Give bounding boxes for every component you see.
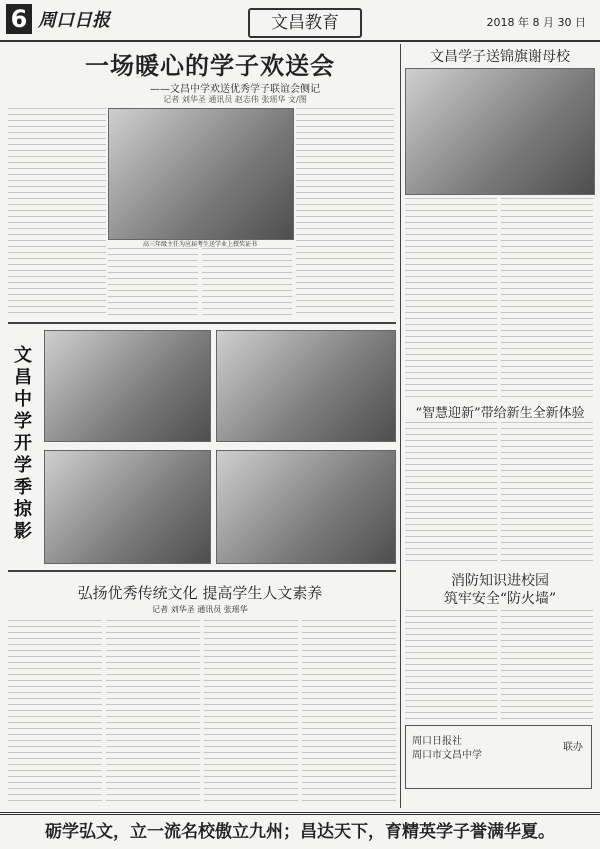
lead-photo-caption: 高三年级主任为应届考生送学业上授奖证书 [142, 241, 257, 248]
issue-date: 2018 年 8 月 30 日 [486, 16, 586, 29]
culture-headline: 弘扬优秀传统文化 提高学生人文素养 [77, 584, 323, 602]
lead-photo [108, 108, 294, 240]
feature-photo [44, 450, 211, 564]
text-column [204, 620, 298, 806]
section-title: 文昌教育 [248, 8, 362, 38]
story3-headline-line2: 筑牢安全“防火墙” [443, 591, 557, 607]
text-column [405, 198, 497, 398]
story1-headline: 文昌学子送锦旗谢母校 [430, 49, 570, 65]
story3-headline-line1: 消防知识进校园 [451, 573, 549, 589]
column-divider [400, 44, 401, 808]
text-column [8, 620, 102, 806]
text-column [302, 620, 396, 806]
divider [8, 322, 396, 324]
text-column [501, 422, 593, 564]
lead-byline: 记者 刘华圣 通讯员 赵志伟 张瑶华 文/图 [163, 95, 307, 104]
feature-vertical-title: 文昌中学开学季掠影 [14, 345, 32, 542]
text-column [501, 610, 593, 720]
paper-name: 周口日报 [38, 10, 110, 31]
text-column [108, 248, 198, 318]
contact-title2: 周口市文昌中学 [412, 750, 482, 761]
divider [8, 570, 396, 572]
text-column [296, 108, 394, 318]
feature-photo [216, 450, 396, 564]
text-column [106, 620, 200, 806]
text-column [405, 422, 497, 564]
feature-photo [44, 330, 211, 442]
contact-label: 联办 [563, 742, 583, 753]
culture-byline: 记者 刘华圣 通讯员 张瑶华 [152, 605, 248, 614]
contact-title1: 周口日报社 [412, 736, 462, 747]
text-column [501, 198, 593, 398]
lead-subhead: ——文昌中学欢送优秀学子联谊会侧记 [150, 84, 320, 95]
text-column [8, 108, 106, 318]
feature-photo [216, 330, 396, 442]
story1-photo [405, 68, 595, 195]
text-column [405, 610, 497, 720]
story2-headline: “智慧迎新”带给新生全新体验 [415, 406, 585, 421]
bottom-slogan: 砺学弘文，立一流名校傲立九州；昌达天下，育精英学子誉满华夏。 [0, 812, 600, 849]
page-number: 6 [6, 4, 32, 34]
lead-headline: 一场暖心的学子欢送会 [85, 51, 335, 80]
contact-box [405, 725, 592, 789]
text-column [202, 248, 292, 318]
